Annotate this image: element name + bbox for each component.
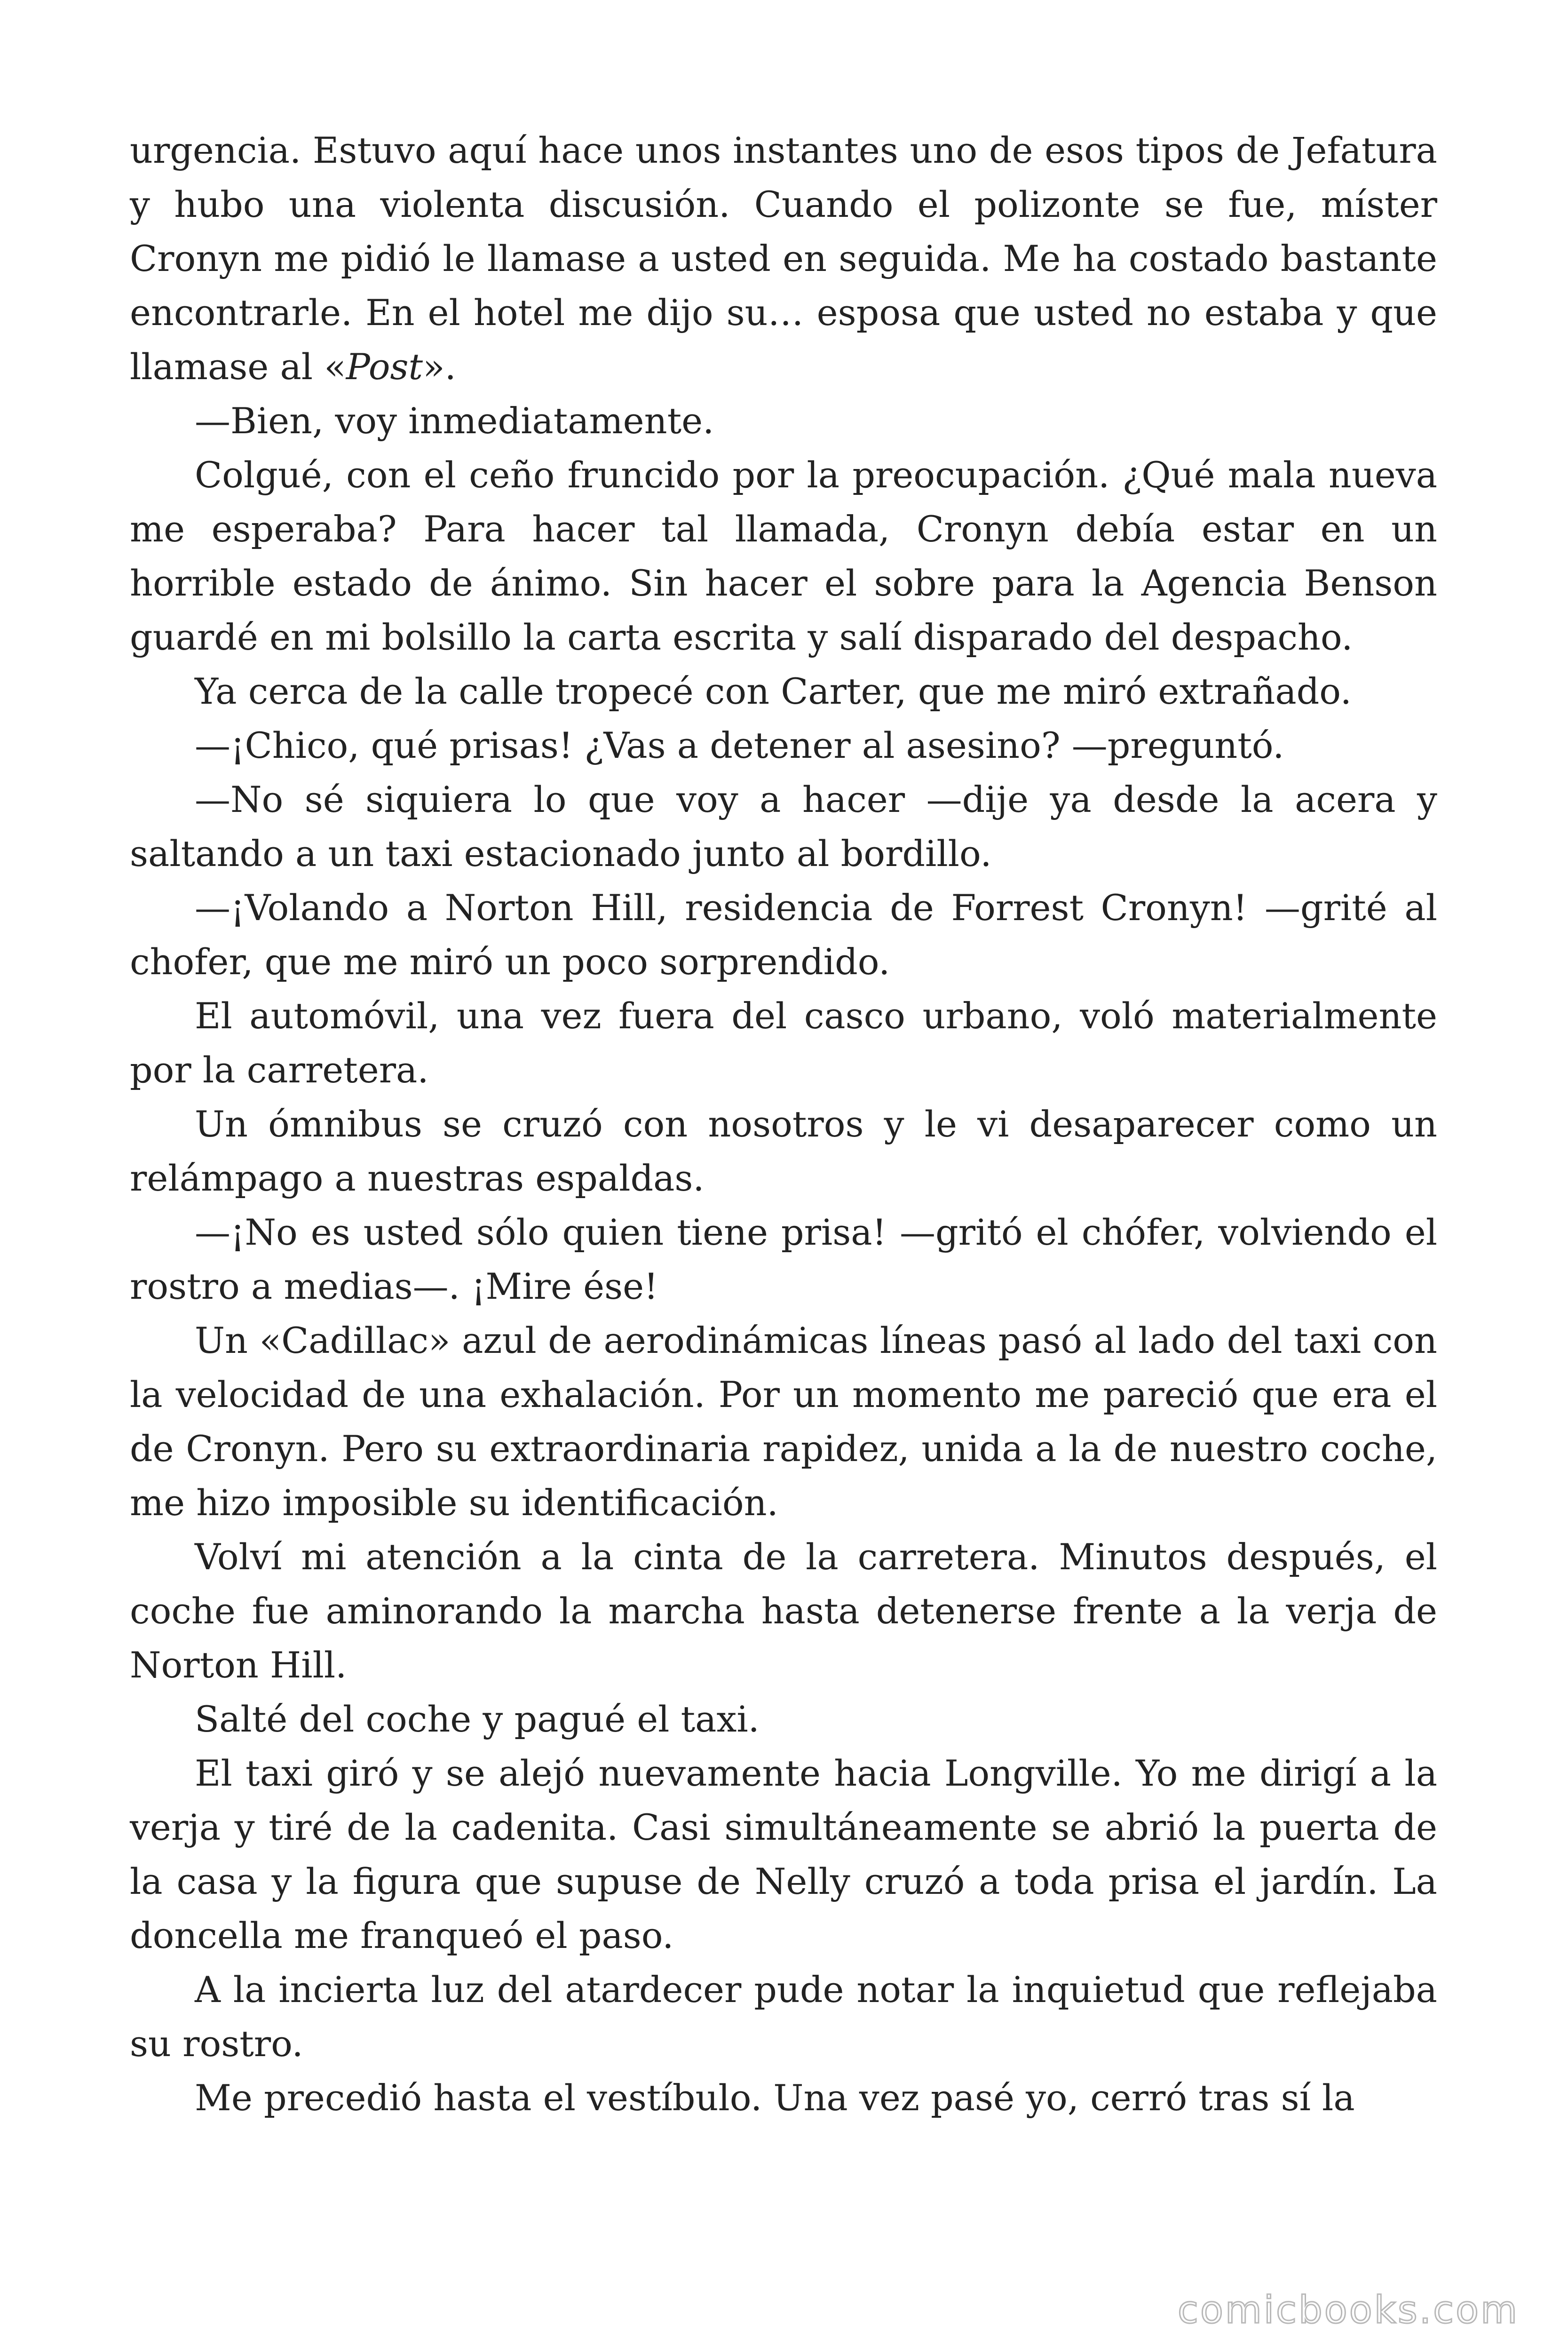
paragraph-6: —No sé siquiera lo que voy a hacer —dije ya desde la acera y saltando a un taxi estacionado junto al bordillo. xyxy=(130,779,1437,874)
paragraph-12: Volví mi atención a la cinta de la carretera. Minutos después, el coche fue aminorando la marcha hasta detenerse frente a la verja de Norton Hill. xyxy=(130,1536,1437,1686)
paragraph-9: Un ómnibus se cruzó con nosotros y le vi desaparecer como un relámpago a nuestras espaldas. xyxy=(130,1103,1437,1199)
paragraph-5: —¡Chico, qué prisas! ¿Vas a detener al asesino? —preguntó. xyxy=(195,724,1284,766)
paragraph-1-text: urgencia. Estuvo aquí hace unos instantes uno de esos tipos de Jefatura y hubo una violenta discusión. Cuando el polizonte se fue, míster Cronyn me pidió le llamase a usted en seguida. Me ha costado bastante encontrarle. En el hotel me dijo su… esposa que usted no estaba y que llamase al « xyxy=(130,129,1437,388)
paragraph-2: —Bien, voy inmediatamente. xyxy=(195,400,714,442)
paragraph-4: Ya cerca de la calle tropecé con Carter, que me miró extrañado. xyxy=(195,670,1352,712)
paragraph-14: El taxi giró y se alejó nuevamente hacia Longville. Yo me dirigí a la verja y tiré de la cadenita. Casi simultáneamente se abrió la puerta de la casa y la figura que supuse de Nelly cruzó a toda prisa el jardín. La doncella me franqueó el paso. xyxy=(130,1752,1437,1956)
body-text xyxy=(130,123,1437,2125)
paragraph-8: El automóvil, una vez fuera del casco urbano, voló materialmente por la carretera. xyxy=(130,995,1437,1091)
paragraph-10: —¡No es usted sólo quien tiene prisa! —gritó el chófer, volviendo el rostro a medias—. ¡Mire ése! xyxy=(130,1211,1437,1307)
paragraph-1 xyxy=(130,123,1437,394)
paragraph-3: Colgué, con el ceño fruncido por la preocupación. ¿Qué mala nueva me esperaba? Para hacer tal llamada, Cronyn debía estar en un horrible estado de ánimo. Sin hacer el sobre para la Agencia Benson guardé en mi bolsillo la carta escrita y salí disparado del despacho. xyxy=(130,454,1437,658)
watermark: comicbooks.com xyxy=(1177,2288,1519,2332)
paragraph-11: Un «Cadillac» azul de aerodinámicas líneas pasó al lado del taxi con la velocidad de una exhalación. Por un momento me pareció que era el de Cronyn. Pero su extraordinaria rapidez, unida a la de nuestro coche, me hizo imposible su identificación. xyxy=(130,1319,1437,1524)
paragraph-1-tail: ». xyxy=(423,346,456,388)
paragraph-16: Me precedió hasta el vestíbulo. Una vez pasé yo, cerró tras sí la xyxy=(195,2077,1355,2119)
paragraph-13: Salté del coche y pagué el taxi. xyxy=(195,1698,760,1740)
paragraph-15: A la incierta luz del atardecer pude notar la inquietud que reflejaba su rostro. xyxy=(130,1969,1437,2065)
paragraph-7: —¡Volando a Norton Hill, residencia de Forrest Cronyn! —grité al chofer, que me miró un poco sorprendido. xyxy=(130,887,1437,983)
newspaper-name: Post xyxy=(346,346,423,388)
